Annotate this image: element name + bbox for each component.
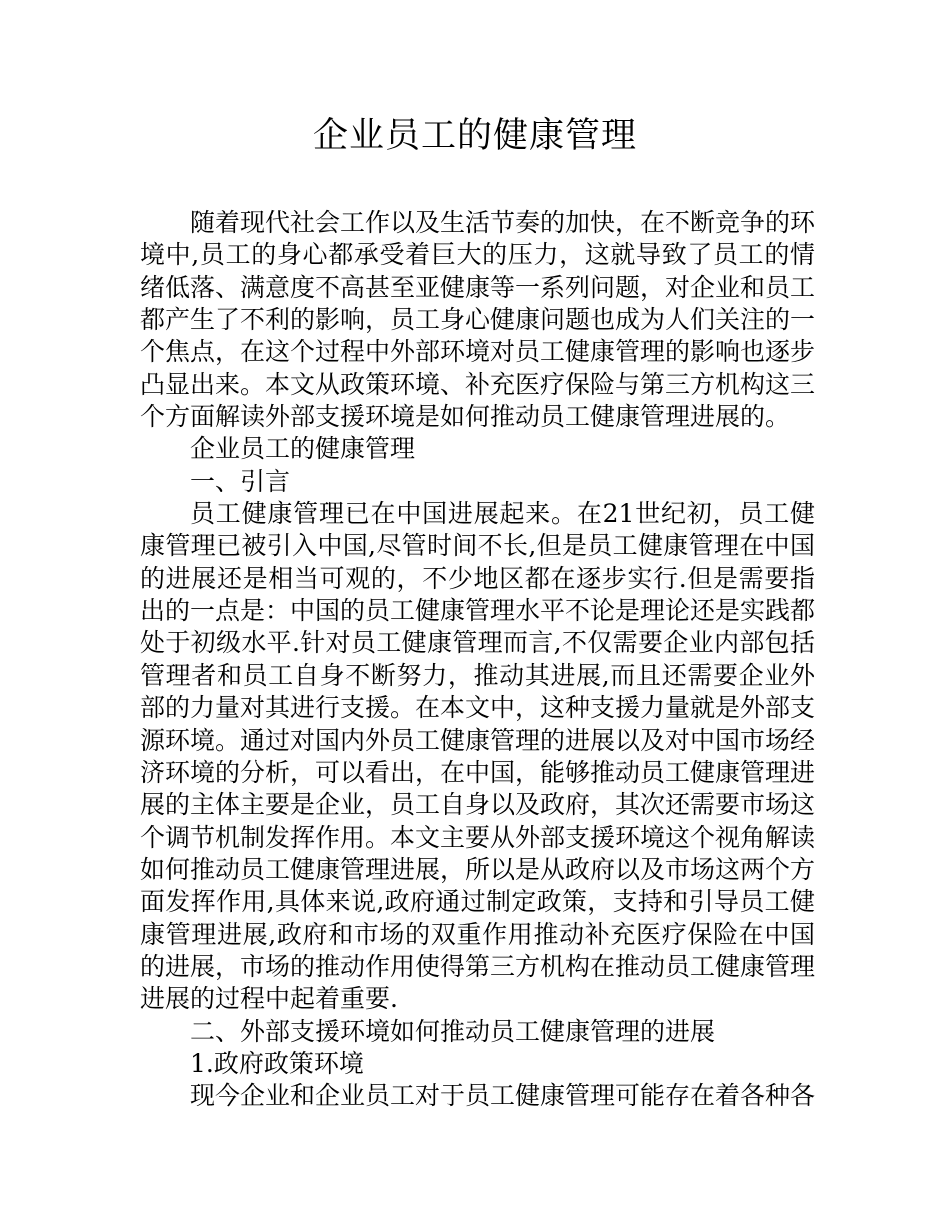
body-paragraph: 现今企业和企业员工对于员工健康管理可能存在着各种各 [190, 1081, 816, 1111]
subsection-heading-government-policy: 1.政府政策环境 [190, 1048, 364, 1078]
section-heading-introduction: 一、引言 [190, 466, 291, 496]
introduction-paragraph: 员工健康管理已在中国进展起来。在21世纪初，员工健康管理已被引入中国,尽管时间不长,但是员工健康管理在中国的进展还是相当可观的，不少地区都在逐步实行.但是需要指出的一点是：中国的员工健康管理水平不论是理论还是实践都处于初级水平.针对员工健康管理而言,不仅需要企业内部包括管理者和员工自身不断努力，推动其进展,而且还需要企业外部的力量对其进行支援。在本文中，这种支援力量就是外部支源环境。通过对国内外员工健康管理的进展以及对中国市场经济环境的分析，可以看出，在中国，能够推动员工健康管理进展的主体主要是企业，员工自身以及政府，其次还需要市场这个调节机制发挥作用。本文主要从外部支援环境这个视角解读如何推动员工健康管理进展，所以是从政府以及市场这两个方面发挥作用,具体来说,政府通过制定政策，支持和引导员工健康管理进展,政府和市场的双重作用推动补充医疗保险在中国的进展，市场的推动作用使得第三方机构在推动员工健康管理进展的过程中起着重要. [140, 499, 816, 1014]
document-title: 企业员工的健康管理 [312, 116, 637, 156]
section-heading-external-support: 二、外部支援环境如何推动员工健康管理的进展 [190, 1016, 716, 1046]
document-body [140, 207, 815, 1113]
section-title: 企业员工的健康管理 [190, 434, 416, 464]
abstract-paragraph: 随着现代社会工作以及生活节奏的加快，在不断竞争的环境中,员工的身心都承受着巨大的压力，这就导致了员工的情绪低落、满意度不高甚至亚健康等一系列问题，对企业和员工都产生了不利的影响，员工身心健康问题也成为人们关注的一个焦点，在这个过程中外部环境对员工健康管理的影响也逐步凸显出来。本文从政策环境、补充医疗保险与第三方机构这三个方面解读外部支援环境是如何推动员工健康管理进展的。 [140, 208, 816, 432]
